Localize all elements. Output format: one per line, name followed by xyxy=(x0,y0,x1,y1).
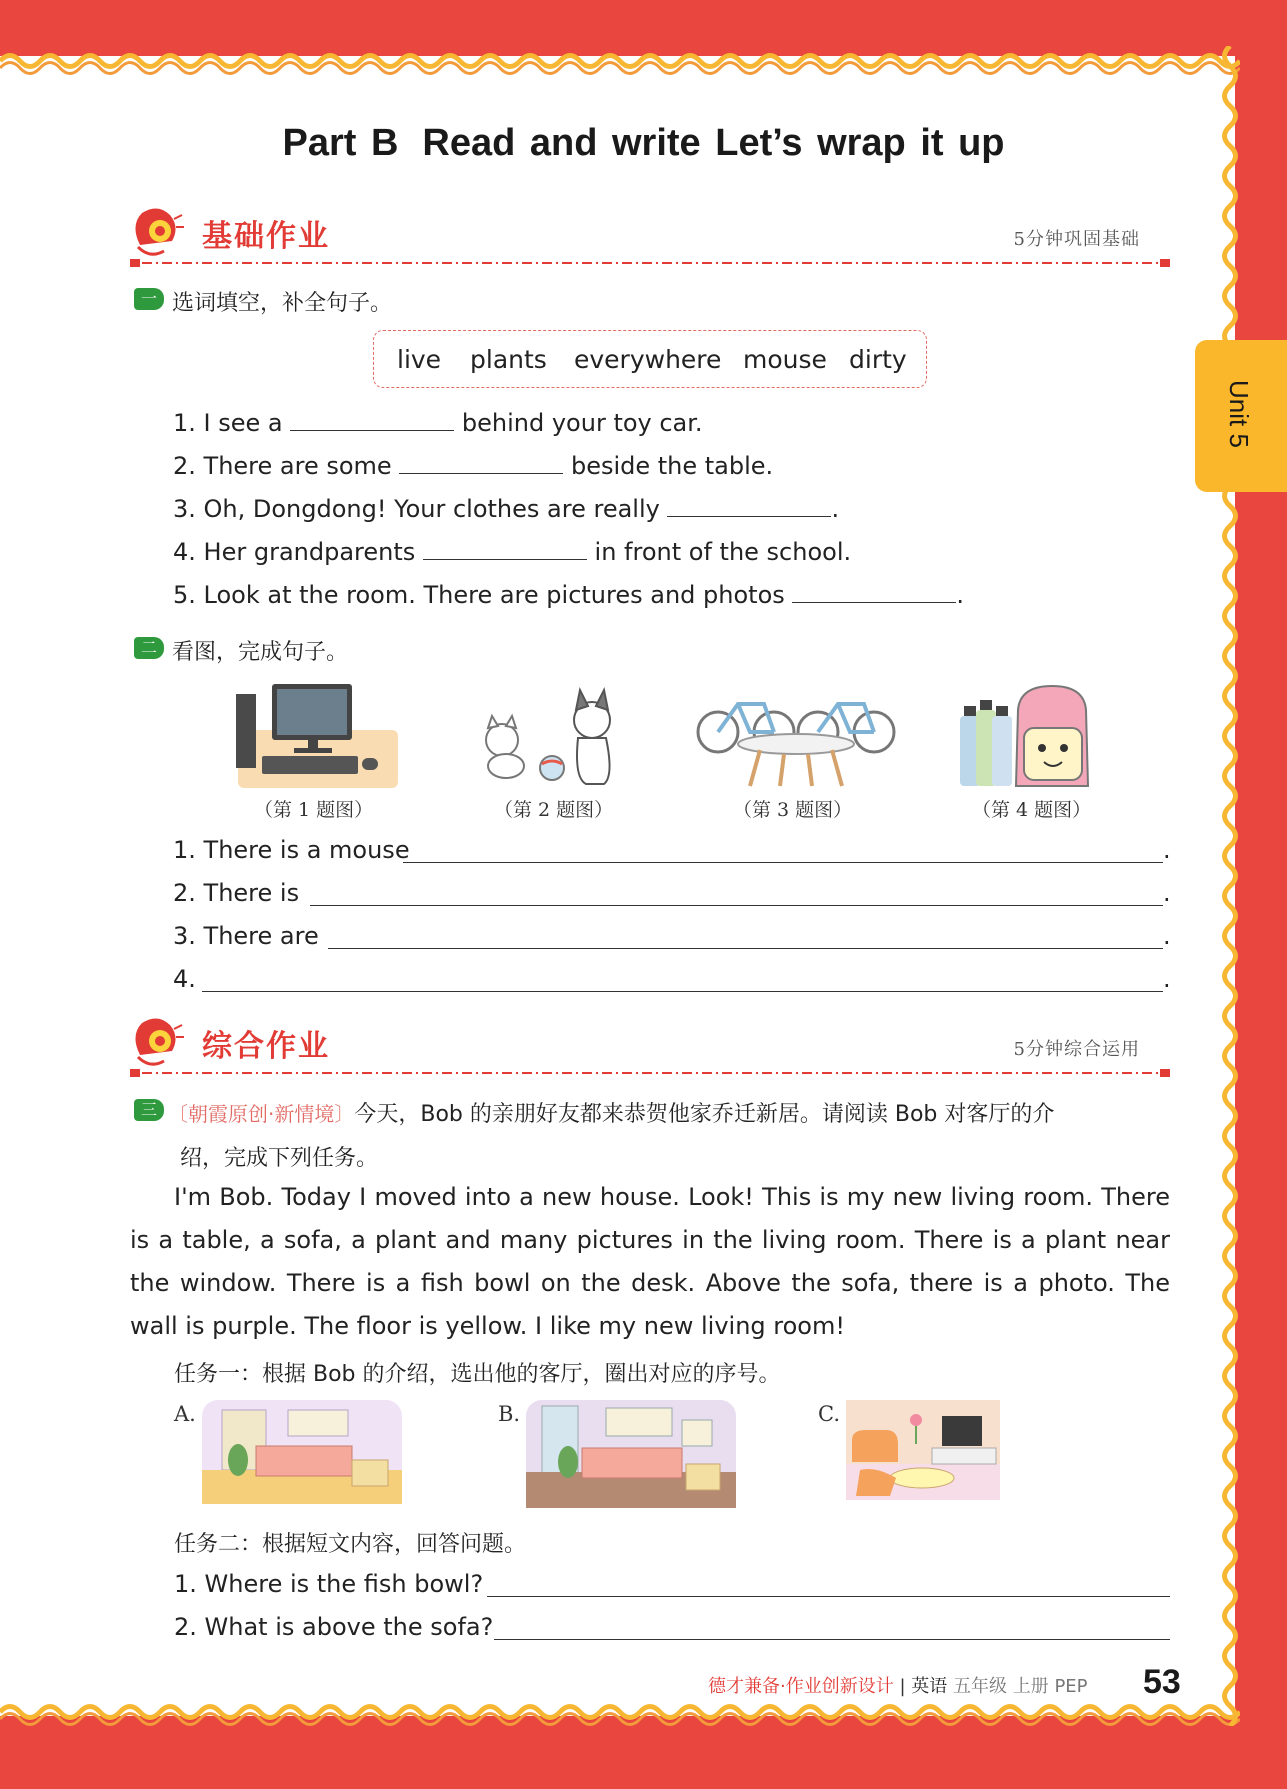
answer-line[interactable] xyxy=(202,991,1163,992)
answer-line[interactable] xyxy=(494,1639,1170,1640)
fill-sentence-1: 1. I see a behind your toy car. xyxy=(173,406,703,437)
section-basic-title: 基础作业 xyxy=(202,219,330,254)
pets-picture xyxy=(472,684,632,790)
question-badge-3: 三 xyxy=(134,1099,164,1121)
section-comprehensive-header xyxy=(130,1015,1170,1085)
mascot-icon xyxy=(130,205,184,261)
mascot-icon xyxy=(130,1015,184,1071)
page-title xyxy=(0,122,1287,165)
living-room-option-b[interactable] xyxy=(526,1400,736,1508)
answer-line[interactable] xyxy=(310,905,1163,906)
section-basic-header xyxy=(130,205,1170,275)
title-part: Part B xyxy=(282,122,399,164)
answer-blank[interactable] xyxy=(290,406,454,431)
answer-blank[interactable] xyxy=(423,535,587,560)
footer-subject: 英语 xyxy=(911,1676,948,1697)
question-instruction-3: 〔朝霞原创·新情境〕今天，Bob 的亲朋好友都来恭贺他家乔迁新居。请阅读 Bob 对客厅的介 xyxy=(168,1102,1055,1127)
question-instruction-3-cont: 绍，完成下列任务。 xyxy=(180,1146,379,1171)
footer-brand: 德才兼备·作业创新设计 xyxy=(708,1676,894,1697)
bikes-picture xyxy=(694,684,900,788)
sentence-end-mark: . xyxy=(1163,965,1171,993)
footer-grade: 五年级 xyxy=(952,1676,1007,1697)
living-room-option-c[interactable] xyxy=(846,1400,1000,1500)
word-bank-item: mouse xyxy=(743,345,827,374)
wavy-border-bottom xyxy=(0,1700,1240,1730)
page-number: 53 xyxy=(1143,1663,1181,1701)
word-bank-item: everywhere xyxy=(574,345,722,374)
title-rest: Read and write Let’s wrap it up xyxy=(422,122,1005,164)
task-one-instruction: 任务一：根据 Bob 的介绍，选出他的客厅，圈出对应的序号。 xyxy=(174,1362,781,1387)
picture-sentence-2: 2. There is xyxy=(173,879,300,907)
answer-question-1: 1. Where is the fish bowl? xyxy=(174,1570,484,1598)
question-instruction-1: 选词填空，补全句子。 xyxy=(172,291,393,316)
unit-side-tab xyxy=(1195,340,1287,492)
reading-passage: I'm Bob. Today I moved into a new house. Look! This is my new living room. There is a table, a sofa, a plant and many pictures in the living room. There is a plant near the window. There is a fish bowl on the desk. Above the sofa, there is a photo. The wall is purple. The floor is yellow. I like my new living room! xyxy=(130,1183,1170,1340)
picture-caption: （第 3 题图） xyxy=(733,799,853,821)
living-room-option-a[interactable] xyxy=(202,1400,402,1504)
fill-sentence-4: 4. Her grandparents in front of the school. xyxy=(173,535,851,566)
picture-sentence-1: 1. There is a mouse xyxy=(173,836,410,864)
word-bank-item: live xyxy=(397,345,442,374)
footer-volume: 上册 xyxy=(1012,1676,1049,1697)
question-instruction-2: 看图，完成句子。 xyxy=(172,640,349,665)
sentence-end-mark: . xyxy=(1163,836,1171,864)
word-bank xyxy=(373,330,927,388)
question-badge-2: 二 xyxy=(134,637,164,659)
answer-line[interactable] xyxy=(487,1596,1170,1597)
answer-line[interactable] xyxy=(328,948,1163,949)
option-label-c: C. xyxy=(818,1402,840,1426)
option-label-b: B. xyxy=(498,1402,521,1426)
sentence-end-mark: . xyxy=(1163,879,1171,907)
picture-caption: （第 1 题图） xyxy=(254,799,374,821)
section-comprehensive-title: 综合作业 xyxy=(202,1029,330,1064)
answer-line[interactable] xyxy=(403,862,1163,863)
source-tag: 〔朝霞原创·新情境〕 xyxy=(168,1102,355,1126)
section-rule xyxy=(130,257,1170,269)
sentence-end-mark: . xyxy=(1163,922,1171,950)
wavy-border-right xyxy=(1215,46,1245,1726)
answer-question-2: 2. What is above the sofa? xyxy=(174,1613,494,1641)
picture-caption: （第 4 题图） xyxy=(972,799,1092,821)
computer-picture xyxy=(232,680,400,790)
answer-blank[interactable] xyxy=(667,492,831,517)
picture-sentence-4: 4. xyxy=(173,965,196,993)
footer-info: 德才兼备·作业创新设计 | 英语 五年级 上册 PEP xyxy=(708,1676,1088,1697)
picture-sentence-3: 3. There are xyxy=(173,922,319,950)
word-bank-item: plants xyxy=(470,345,547,374)
unit-side-tab-label: Unit 5 xyxy=(1224,380,1254,448)
fill-sentence-5: 5. Look at the room. There are pictures and photos . xyxy=(173,578,964,609)
task-two-instruction: 任务二：根据短文内容，回答问题。 xyxy=(174,1532,527,1557)
wavy-border-top xyxy=(0,46,1240,76)
answer-blank[interactable] xyxy=(399,449,563,474)
picture-caption: （第 2 题图） xyxy=(494,799,614,821)
section-rule xyxy=(130,1067,1170,1079)
answer-blank[interactable] xyxy=(792,578,956,603)
fill-sentence-2: 2. There are some beside the table. xyxy=(173,449,773,480)
section-basic-note: 5分钟巩固基础 xyxy=(1013,229,1140,250)
section-comprehensive-note: 5分钟综合运用 xyxy=(1013,1039,1140,1060)
option-label-a: A. xyxy=(174,1402,196,1426)
footer-edition: PEP xyxy=(1054,1676,1088,1697)
word-bank-item: dirty xyxy=(849,345,907,374)
backpack-picture xyxy=(956,680,1092,790)
question-badge-1: 一 xyxy=(134,288,164,310)
fill-sentence-3: 3. Oh, Dongdong! Your clothes are really . xyxy=(173,492,839,523)
